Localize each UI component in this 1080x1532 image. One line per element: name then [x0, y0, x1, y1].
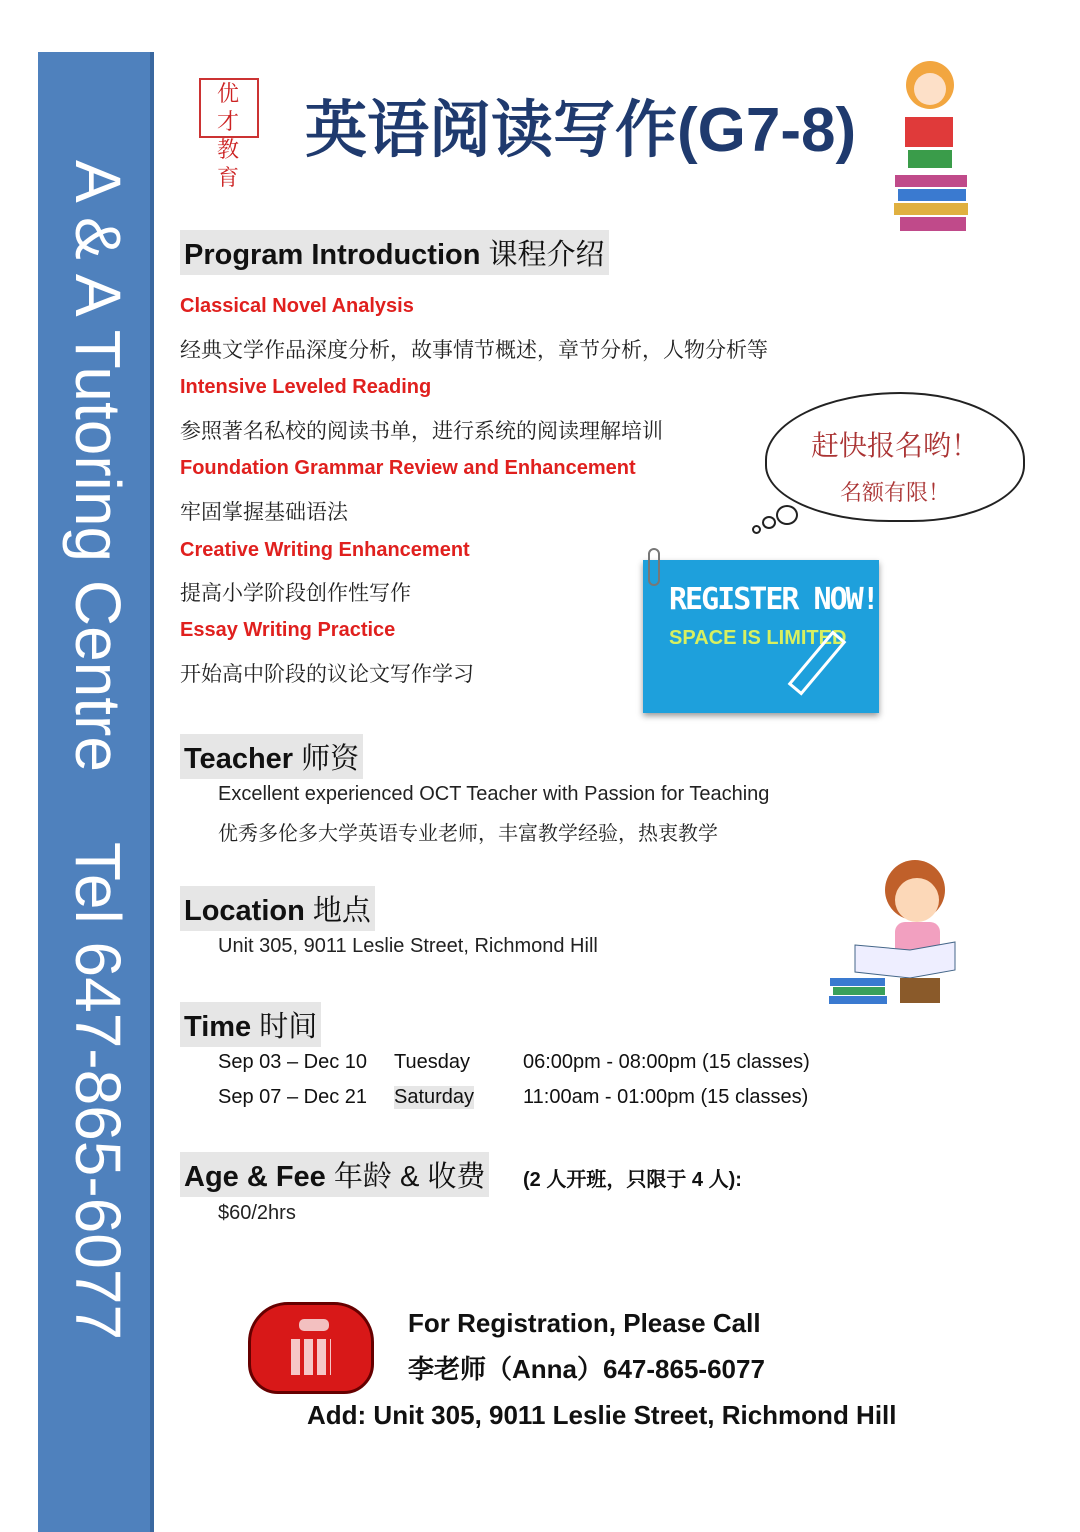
cloud-line-2: 名额有限！ [839, 480, 950, 505]
thought-cloud [765, 392, 1025, 522]
sidebar-text: A & A Tutoring Centre Tel 647-865-6077 [62, 160, 134, 1341]
schedule-dates: Sep 03 – Dec 10 [218, 1051, 367, 1073]
course-description: 参照著名私校的阅读书单，进行系统的阅读理解培训 [180, 420, 663, 443]
child-reading-illustration [805, 850, 980, 1015]
course-description: 提高小学阶段创作性写作 [180, 582, 411, 605]
section-heading-teacher: Teacher 师资 [180, 734, 363, 779]
course-title: Creative Writing Enhancement [180, 539, 470, 561]
thought-bubble [776, 505, 798, 525]
course-title: Essay Writing Practice [180, 619, 396, 641]
schedule-dates: Sep 07 – Dec 21 [218, 1086, 367, 1108]
cloud-line-1: 赶快报名哟！ [810, 430, 979, 461]
teacher-description-cn: 优秀多伦多大学英语专业老师，丰富教学经验，热衷教学 [218, 823, 718, 845]
fee-price: $60/2hrs [218, 1202, 296, 1224]
course-title: Intensive Leveled Reading [180, 376, 432, 398]
course-description: 经典文学作品深度分析，故事情节概述，章节分析，人物分析等 [180, 339, 768, 362]
schedule-day: Saturday [394, 1086, 475, 1108]
section-heading-program-introduction: Program Introduction 课程介绍 [180, 230, 609, 275]
logo: 优 才 教 育 [199, 78, 259, 138]
paperclip-icon [648, 548, 660, 586]
register-subtitle: SPACE IS LIMITED [669, 627, 847, 649]
schedule-hours: 11:00am - 01:00pm (15 classes) [523, 1086, 809, 1108]
thought-bubble [762, 516, 776, 529]
register-now-banner [643, 560, 879, 713]
register-title: REGISTER NOW! [669, 582, 878, 617]
registration-call-text: For Registration, Please Call [408, 1308, 761, 1338]
section-heading-time: Time 时间 [180, 1002, 321, 1047]
course-title: Foundation Grammar Review and Enhancement [180, 457, 636, 479]
girl-reading-illustration [890, 55, 975, 240]
section-heading-age-fee: Age & Fee 年龄 & 收费 [180, 1152, 489, 1197]
telephone-icon [248, 1302, 374, 1394]
class-size-note: (2 人开班，只限于 4 人): [523, 1169, 742, 1191]
schedule-hours: 06:00pm - 08:00pm (15 classes) [523, 1051, 810, 1073]
schedule-day: Tuesday [394, 1051, 470, 1073]
location-address: Unit 305, 9011 Leslie Street, Richmond Hill [218, 935, 598, 957]
course-description: 牢固掌握基础语法 [180, 501, 348, 524]
contact-phone: 李老师（Anna）647-865-6077 [408, 1354, 765, 1384]
teacher-description-en: Excellent experienced OCT Teacher with Passion for Teaching [218, 783, 770, 805]
contact-address: Add: Unit 305, 9011 Leslie Street, Richmond Hill [307, 1400, 897, 1430]
thought-bubble [752, 525, 761, 534]
page-title: 英语阅读写作(G7-8) [305, 96, 857, 165]
section-heading-location: Location 地点 [180, 886, 375, 931]
course-description: 开始高中阶段的议论文写作学习 [180, 663, 474, 686]
course-title: Classical Novel Analysis [180, 295, 414, 317]
